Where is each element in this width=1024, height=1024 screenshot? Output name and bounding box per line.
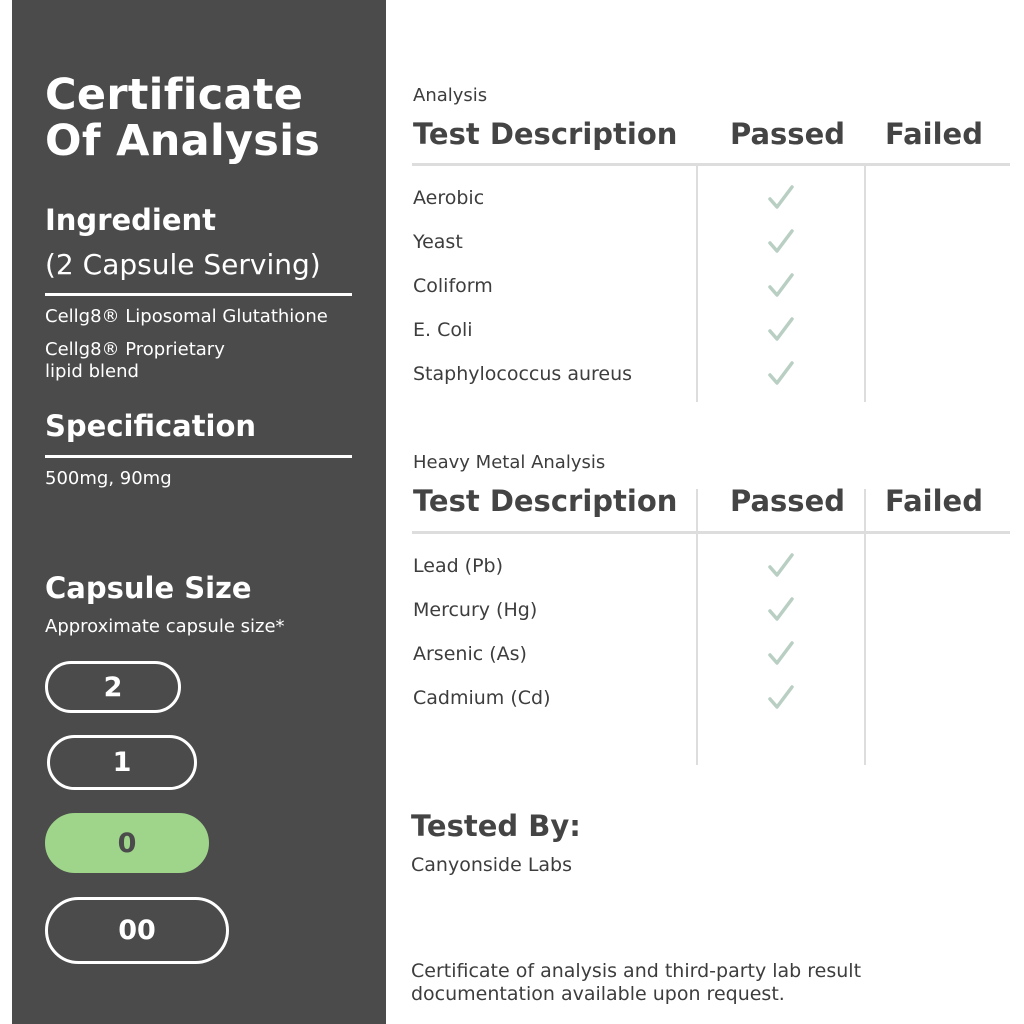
heavy-metal-header-test-description: Test Description: [413, 484, 678, 518]
check-icon: [767, 360, 795, 388]
certificate-title: Certificate Of Analysis: [45, 70, 321, 166]
test-description-cell: E. Coli: [413, 319, 473, 341]
specification-divider: [45, 455, 352, 458]
capsule-size-00: 00: [45, 897, 229, 964]
ingredient-divider: [45, 293, 352, 296]
check-icon: [767, 684, 795, 712]
test-description-cell: Coliform: [413, 275, 493, 297]
footnote: Certificate of analysis and third-party lab result documentation available upon request.: [411, 960, 862, 1005]
analysis-header-test-description: Test Description: [413, 117, 678, 151]
ingredient-title: Ingredient: [45, 203, 217, 237]
capsule-size-0: 0: [45, 813, 209, 873]
analysis-header-failed: Failed: [885, 117, 983, 151]
check-icon: [767, 316, 795, 344]
test-description-cell: Yeast: [413, 231, 463, 253]
test-description-cell: Cadmium (Cd): [413, 687, 551, 709]
tested-by-title: Tested By:: [411, 809, 581, 843]
check-icon: [767, 596, 795, 624]
check-icon: [767, 272, 795, 300]
test-description-cell: Aerobic: [413, 187, 485, 209]
check-icon: [767, 228, 795, 256]
ingredient-item: Cellg8® Liposomal Glutathione: [45, 306, 328, 327]
test-description-cell: Mercury (Hg): [413, 599, 538, 621]
check-icon: [767, 640, 795, 668]
heavy-metal-header-divider: [412, 531, 1010, 534]
check-icon: [767, 552, 795, 580]
analysis-label: Analysis: [413, 85, 488, 106]
left-panel: [12, 0, 386, 1024]
specification-title: Specification: [45, 409, 257, 443]
test-description-cell: Lead (Pb): [413, 555, 504, 577]
capsule-size-2: 2: [45, 661, 181, 713]
heavy-metal-header-failed: Failed: [885, 484, 983, 518]
heavy-metal-column-divider: [864, 489, 866, 765]
tested-by-lab: Canyonside Labs: [411, 854, 573, 876]
heavy-metal-column-divider: [696, 489, 698, 765]
capsule-size-title: Capsule Size: [45, 571, 252, 605]
analysis-header-passed: Passed: [730, 117, 845, 151]
capsule-size-1: 1: [47, 735, 197, 790]
ingredient-subtitle: (2 Capsule Serving): [45, 248, 321, 281]
heavy-metal-label: Heavy Metal Analysis: [413, 452, 606, 473]
check-icon: [767, 184, 795, 212]
ingredient-item: Cellg8® Proprietary lipid blend: [45, 339, 225, 382]
test-description-cell: Arsenic (As): [413, 643, 527, 665]
analysis-header-divider: [412, 163, 1010, 166]
heavy-metal-header-passed: Passed: [730, 484, 845, 518]
analysis-column-divider: [696, 166, 698, 402]
capsule-size-subtitle: Approximate capsule size*: [45, 616, 285, 637]
analysis-column-divider: [864, 166, 866, 402]
test-description-cell: Staphylococcus aureus: [413, 363, 633, 385]
specification-value: 500mg, 90mg: [45, 468, 172, 489]
